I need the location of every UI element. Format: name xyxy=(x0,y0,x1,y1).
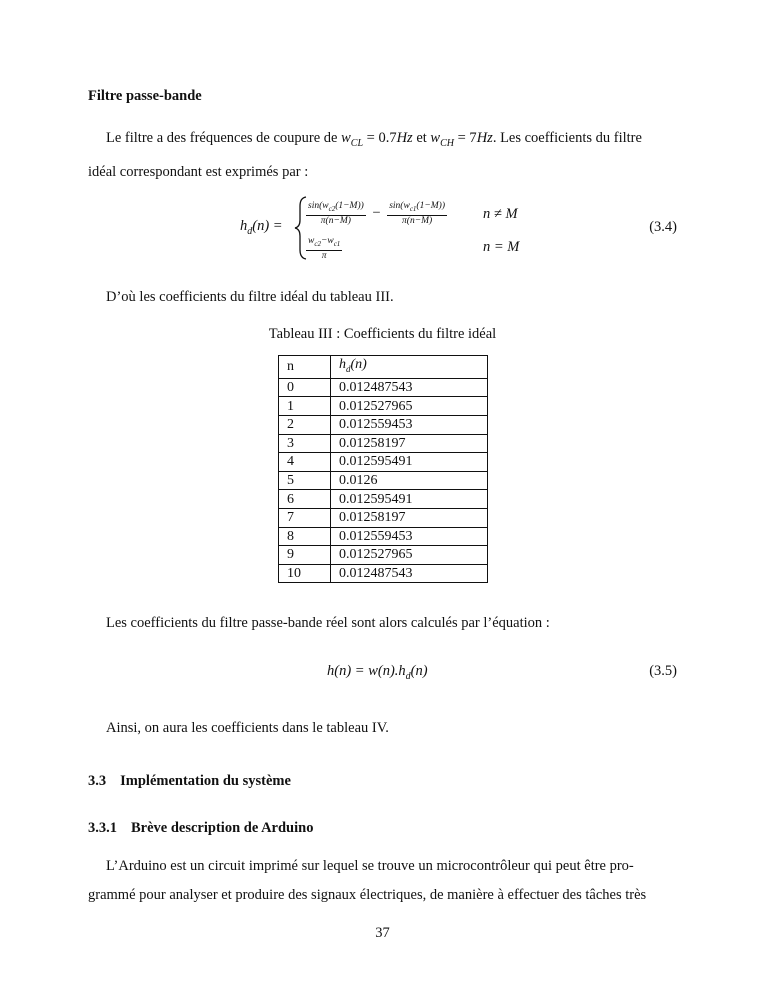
math-text: sin(w xyxy=(308,201,329,211)
math-text: w xyxy=(308,236,315,246)
math-symbol: w xyxy=(430,130,441,146)
math-subscript: d xyxy=(346,363,351,374)
cell-value: 0.012527965 xyxy=(331,546,488,565)
math-text: (1−M)) xyxy=(416,201,445,211)
table-row xyxy=(279,397,488,416)
paragraph-real-coefficients: Les coefficients du filtre passe-bande réel sont alors calculés par l’équation : xyxy=(106,615,550,631)
table-row xyxy=(279,490,488,509)
table-row xyxy=(279,471,488,490)
cell-value: 0.012487543 xyxy=(331,564,488,583)
cell-value: 0.012487543 xyxy=(331,378,488,397)
paragraph-table-iv-reference: Ainsi, on aura les coefficients dans le tableau IV. xyxy=(106,720,389,736)
table-row xyxy=(279,378,488,397)
section-number: 3.3 xyxy=(88,773,107,789)
section-heading xyxy=(88,773,291,790)
page-number: 37 xyxy=(375,925,390,941)
subsection-number: 3.3.1 xyxy=(88,820,117,836)
math-subscript: d xyxy=(247,225,253,237)
cell-n: 10 xyxy=(279,564,331,583)
math-subscript: c1 xyxy=(333,239,341,248)
table-row xyxy=(279,434,488,453)
paragraph-arduino-description xyxy=(88,852,677,910)
column-header-hd xyxy=(331,356,488,379)
cell-value: 0.012595491 xyxy=(331,453,488,472)
equation-case-1 xyxy=(306,201,447,227)
fraction-denominator: π(n−M) xyxy=(402,215,433,226)
math-text: (n) xyxy=(410,663,428,679)
fraction-denominator: π xyxy=(321,250,327,261)
cell-value: 0.012595491 xyxy=(331,490,488,509)
math-unit: Hz xyxy=(396,130,413,146)
equation-lhs xyxy=(240,218,283,237)
fraction-numerator xyxy=(306,201,366,216)
paragraph-cutoff-frequencies xyxy=(88,124,677,187)
math-symbol: w xyxy=(341,130,351,146)
math-symbol: h xyxy=(339,357,346,372)
equation-case-2 xyxy=(306,236,342,262)
text-run: et xyxy=(412,130,431,146)
cell-n: 6 xyxy=(279,490,331,509)
table-row xyxy=(279,453,488,472)
cell-n: 3 xyxy=(279,434,331,453)
paragraph-line: grammé pour analyser et produire des signaux électriques, de manière à effectuer des tâches très xyxy=(88,887,647,903)
equation-body xyxy=(327,663,428,682)
math-symbol: h xyxy=(240,218,248,234)
paragraph-table-reference: D’où les coefficients du filtre idéal du tableau III. xyxy=(106,289,394,305)
cell-n: 8 xyxy=(279,527,331,546)
cell-value: 0.01258197 xyxy=(331,434,488,453)
equation-3-5 xyxy=(88,660,677,686)
cell-value: 0.012559453 xyxy=(331,527,488,546)
math-text: sin(w xyxy=(389,201,410,211)
fraction xyxy=(306,201,366,227)
equation-3-4 xyxy=(88,194,677,262)
math-text: (n) = xyxy=(252,218,283,234)
cell-value: 0.0126 xyxy=(331,471,488,490)
table-row xyxy=(279,415,488,434)
math-subscript: c2 xyxy=(328,204,336,213)
column-header-n: n xyxy=(279,356,331,379)
fraction xyxy=(306,236,342,262)
fraction-numerator xyxy=(387,201,447,216)
math-text: h(n) = w(n).h xyxy=(327,663,406,679)
paragraph-line: idéal correspondant est exprimés par : xyxy=(88,163,309,180)
table-row xyxy=(279,546,488,565)
cell-n: 4 xyxy=(279,453,331,472)
coefficients-table xyxy=(278,355,488,583)
cell-n: 5 xyxy=(279,471,331,490)
text-run: . Les coefficients du filtre xyxy=(492,130,642,146)
math-subscript: CH xyxy=(440,137,454,149)
subsection-title: Brève description de Arduino xyxy=(131,820,314,836)
cell-n: 9 xyxy=(279,546,331,565)
equation-condition-1: n ≠ M xyxy=(483,206,518,222)
cell-n: 1 xyxy=(279,397,331,416)
math-text: −w xyxy=(320,236,334,246)
equation-number: (3.5) xyxy=(649,663,677,679)
fraction-numerator xyxy=(306,236,342,251)
math-text: (1−M)) xyxy=(335,201,364,211)
math-subscript: CL xyxy=(350,137,364,149)
fraction xyxy=(387,201,447,227)
subsection-heading xyxy=(88,820,313,837)
fraction-denominator: π(n−M) xyxy=(320,215,351,226)
paragraph-line: L’Arduino est un circuit imprimé sur lequel se trouve un microcontrôleur qui peut être pro- xyxy=(106,858,634,874)
math-subscript: d xyxy=(405,670,411,682)
math-unit: Hz xyxy=(476,130,493,146)
cell-n: 2 xyxy=(279,415,331,434)
math-subscript: c2 xyxy=(314,239,321,248)
paragraph-line xyxy=(88,124,677,158)
paragraph-heading: Filtre passe-bande xyxy=(88,88,202,104)
math-value: = 7 xyxy=(454,130,477,146)
text-run: Le filtre a des fréquences de coupure de xyxy=(106,130,342,146)
cell-value: 0.012527965 xyxy=(331,397,488,416)
cell-n: 7 xyxy=(279,508,331,527)
section-title: Implémentation du système xyxy=(120,773,291,789)
table-caption: Tableau III : Coefficients du filtre idéal xyxy=(268,326,497,342)
cell-value: 0.012559453 xyxy=(331,415,488,434)
equation-number: (3.4) xyxy=(649,219,677,235)
table-row xyxy=(279,508,488,527)
cell-value: 0.01258197 xyxy=(331,508,488,527)
math-operator: − xyxy=(372,205,381,222)
math-value: = 0.7 xyxy=(363,130,397,146)
table-header-row xyxy=(279,356,488,379)
math-subscript: c1 xyxy=(409,204,417,213)
equation-condition-2: n = M xyxy=(483,239,520,255)
table-row xyxy=(279,564,488,583)
math-text: (n) xyxy=(350,357,367,372)
table-row xyxy=(279,527,488,546)
cell-n: 0 xyxy=(279,378,331,397)
